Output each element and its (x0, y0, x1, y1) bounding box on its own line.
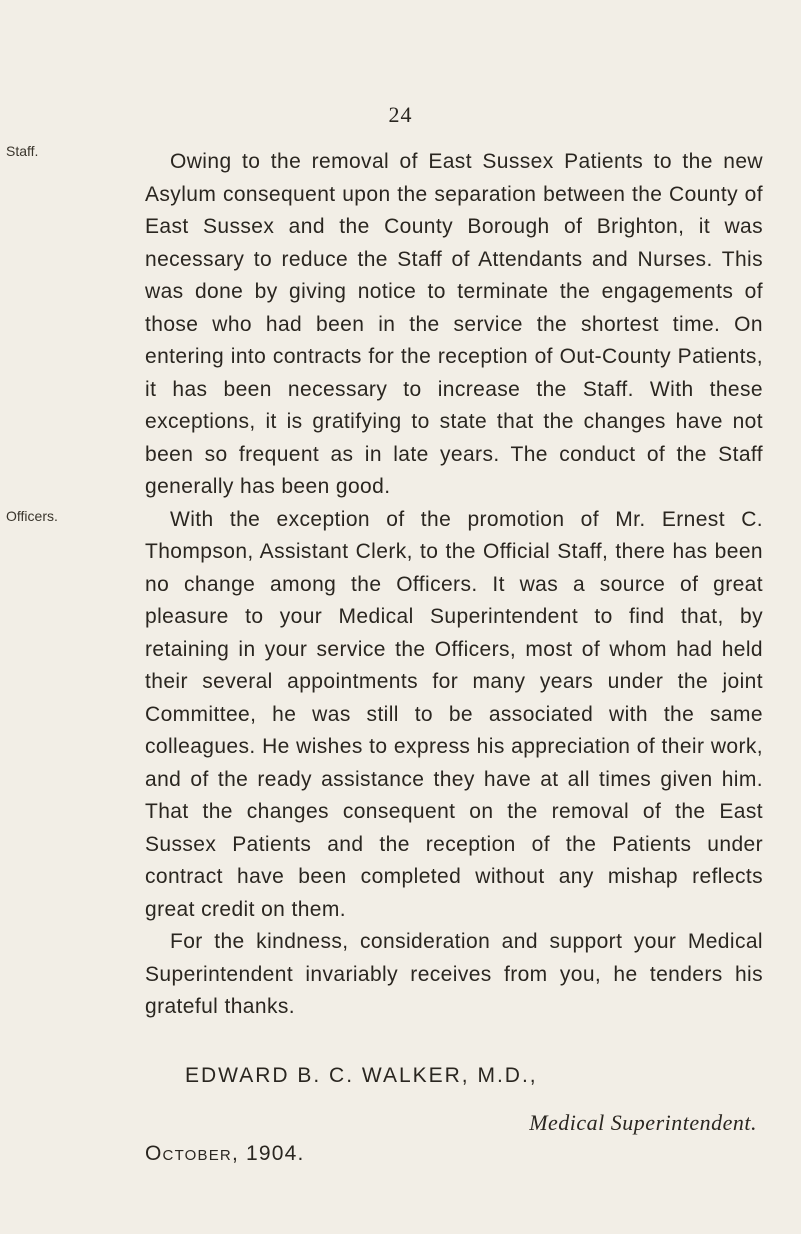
margin-note-officers: Officers. (6, 508, 58, 524)
signature-name: EDWARD B. C. WALKER, M.D., (185, 1064, 538, 1087)
page-number: 24 (388, 102, 413, 127)
report-date: October, 1904. (145, 1142, 305, 1165)
paragraph-staff: Owing to the removal of East Sussex Patients to the new Asylum consequent upon the separation between the County of East Sussex and the County Borough of Brighton, it was necessary to reduce the Staff of Attendants and Nurses. This was done by giving notice to terminate the engagements of those who had been in the service the shortest time. On entering into contracts for the reception of Out-County Patients, it has been necessary to increase the Staff. With these exceptions, it is gratifying to state that the changes have not been so frequent as in late years. The conduct of the Staff generally has been good. (145, 150, 763, 498)
report-body (145, 146, 763, 1024)
margin-note-staff: Staff. (6, 143, 39, 159)
paragraph-thanks: For the kindness, consideration and support your Medical Superintendent invariably receives from you, he tenders his grateful thanks. (145, 930, 763, 1018)
paragraph-officers: With the exception of the promotion of Mr. Ernest C. Thompson, Assistant Clerk, to the Official Staff, there has been no change among the Officers. It was a source of great pleasure to your Medical Superintendent to find that, by retaining in your service the Officers, most of whom had held their several appointments for many years under the joint Committee, he was still to be associated with the same colleagues. He wishes to express his appreciation of their work, and of the ready assistance they have at all times given him. That the changes consequent on the removal of the East Sussex Patients and the reception of the Patients under contract have been completed without any mishap reflects great credit on them. (145, 507, 763, 921)
signature-title: Medical Superintendent. (529, 1110, 757, 1135)
